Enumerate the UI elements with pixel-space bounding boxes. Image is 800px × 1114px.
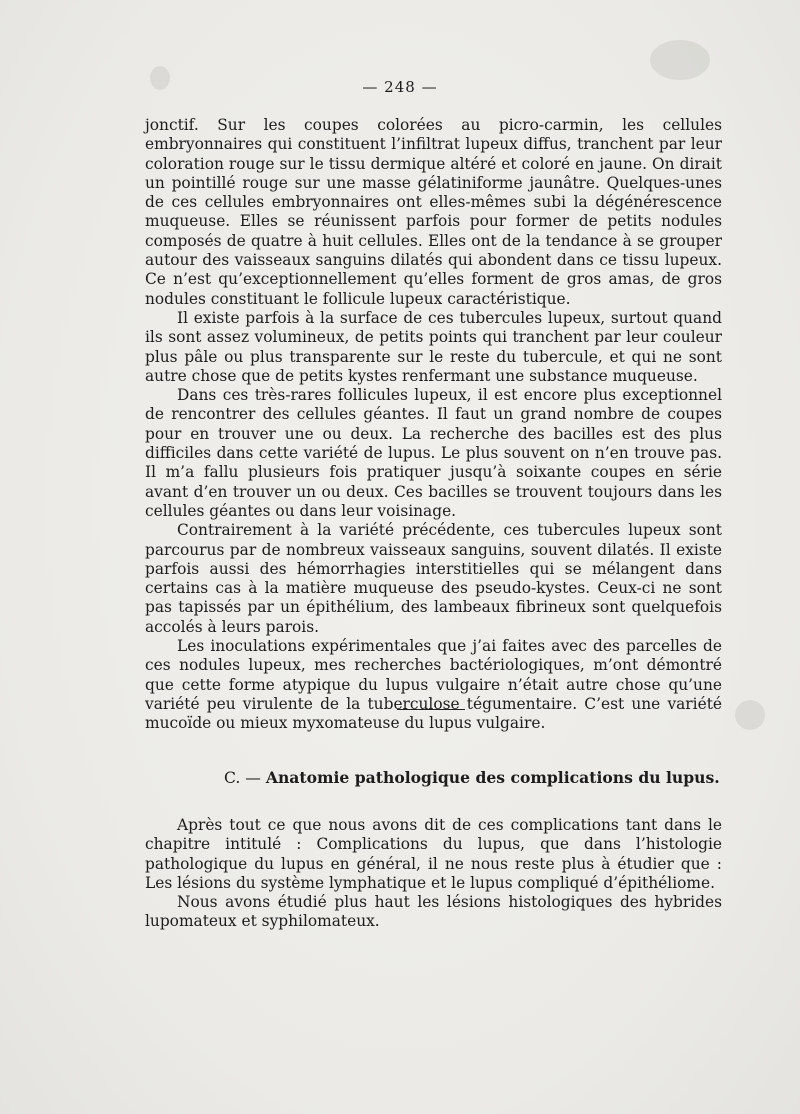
- paper-stain: [735, 700, 765, 730]
- paper-stain: [650, 40, 710, 80]
- section-text: [145, 816, 722, 932]
- section-letter: C. —: [224, 769, 261, 787]
- paragraph: Nous avons étudié plus haut les lésions histologiques des hybrides lupomateux et syphilomateux.: [145, 893, 722, 931]
- paragraph: Dans ces très-rares follicules lupeux, il est encore plus exceptionnel de rencontrer des cellules géantes. Il faut un grand nombre de coupes pour en trouver une ou deux. La recherche des bacilles est des plus difficiles dans cette variété de lupus. Le plus souvent on n’en trouve pas. Il m’a fallu plusieurs fois pratiquer jusqu’à soixante coupes en série avant d’en trouver un ou deux. Ces bacilles se trouvent toujours dans les cellules géantes ou dans leur voisinage.: [145, 386, 722, 520]
- paragraph: Il existe parfois à la surface de ces tubercules lupeux, surtout quand ils sont assez volumineux, de petits points qui tranchent par leur couleur plus pâle ou plus transparente sur le reste du tubercule, et qui ne sont autre chose que de petits kystes renfermant une substance muqueuse.: [145, 308, 722, 385]
- paragraph: Contrairement à la variété précédente, ces tubercules lupeux sont parcourus par de nombreux vaisseaux sanguins, souvent dilatés. Il existe parfois aussi des hémorrhagies interstitielles qui se mélangent dans certains cas à la matière muqueuse des pseudo-kystes. Ceux-ci ne sont pas tapissés par un épithélium, des lambeaux fibrineux sont quelquefois accolés à leurs parois.: [145, 521, 722, 636]
- paragraph: Les inoculations expérimentales que j’ai faites avec des parcelles de ces nodules lupeux, mes recherches bactériologiques, m’ont démontré que cette forme atypique du lupus vulgaire n’était autre chose qu’une variété peu virulente de la tuberculose tégumentaire. C’est une variété mucoïde ou mieux myxomateuse du lupus vulgaire.: [145, 637, 722, 733]
- section-heading: [224, 768, 720, 787]
- page-number: — 248 —: [362, 78, 438, 96]
- main-text: [145, 116, 722, 734]
- paragraph: Après tout ce que nous avons dit de ces complications tant dans le chapitre intitulé : Complications du lupus, que dans l’histologie pathologique du lupus en général, il ne nous reste plus à étudier que : Les lésions du système lymphatique et le lupus compliqué d’épithéliome.: [145, 816, 722, 892]
- section-title: Anatomie pathologique des complications du lupus.: [265, 768, 720, 787]
- section-divider: [397, 709, 465, 710]
- paragraph: jonctif. Sur les coupes colorées au picro-carmin, les cellules embryonnaires qui constituent l’infiltrat lupeux diffus, tranchent par leur coloration rouge sur le tissu dermique altéré et coloré en jaune. On dirait un pointillé rouge sur une masse gélatiniforme jaunâtre. Quelques-unes de ces cellules embryonnaires ont elles-mêmes subi la dégénérescence muqueuse. Elles se réunissent parfois pour former de petits nodules composés de quatre à huit cellules. Elles ont de la tendance à se grouper autour des vaisseaux sanguins dilatés qui abondent dans ce tissu lupeux. Ce n’est qu’exceptionnellement qu’elles forment de gros amas, de gros nodules constituant le follicule lupeux caractéristique.: [145, 116, 722, 308]
